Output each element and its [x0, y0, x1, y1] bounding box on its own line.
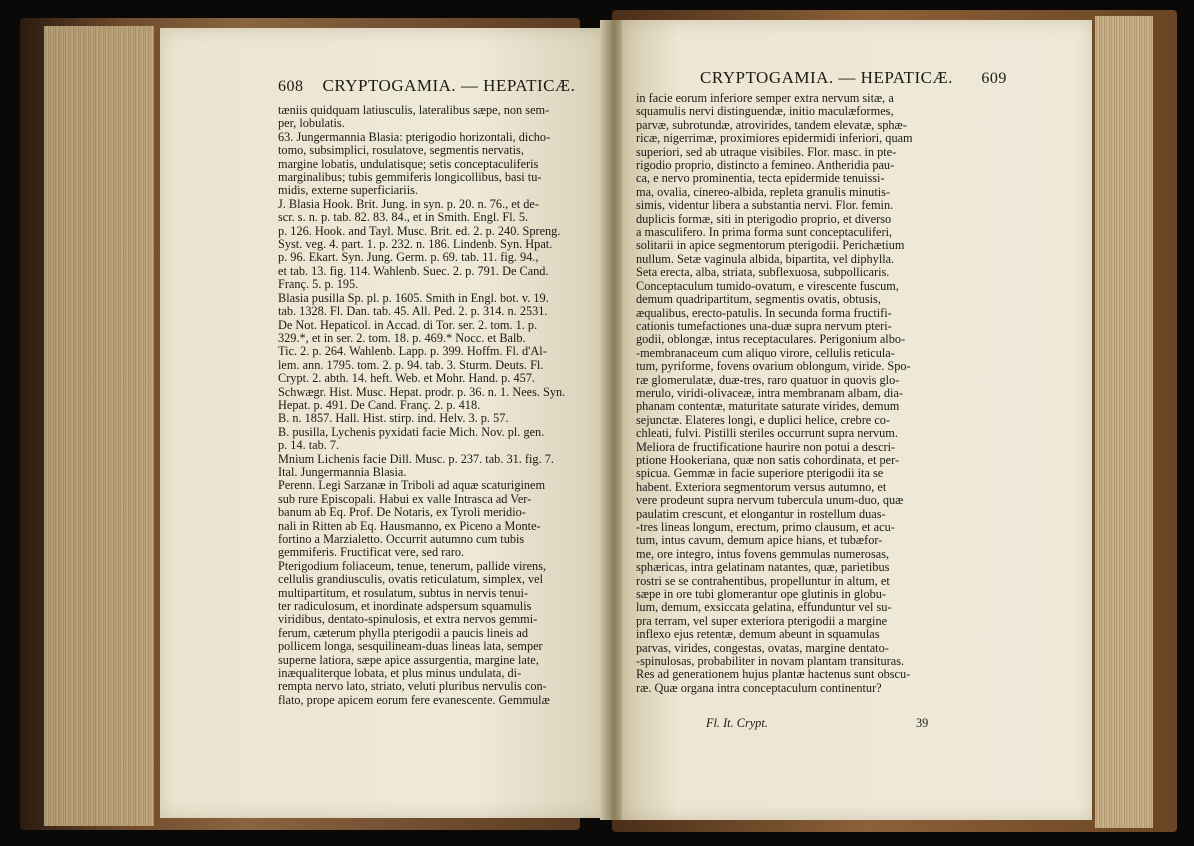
- page-edges-left: [44, 26, 154, 826]
- text-line: Hepat. p. 491. De Cand. Franç. 2. p. 418.: [278, 398, 481, 412]
- text-line: ter radiculosum, et inordinate adspersum squamulis: [278, 600, 532, 614]
- text-line: squamulis nervi distinguendæ, initio maculæformes,: [636, 105, 894, 119]
- right-page: [622, 20, 1092, 820]
- page-edges-right: [1095, 16, 1153, 828]
- right-footer: [706, 716, 929, 731]
- left-page-number: 608: [278, 78, 304, 95]
- text-line: tum, pyriforme, fovens ovarium oblongum, viride. Spo-: [636, 360, 911, 374]
- text-line: Tic. 2. p. 264. Wahlenb. Lapp. p. 399. Hoffm. Fl. d'Al-: [278, 345, 547, 359]
- text-line: in facie eorum inferiore semper extra nervum sitæ, a: [636, 92, 894, 105]
- text-line: ma, ovalia, cinereo-albida, repleta granulis minutis-: [636, 185, 891, 199]
- text-line: ptione Hookeriana, quæ non satis cohordinata, et per-: [636, 453, 900, 467]
- text-line: Ital. Jungermannia Blasia.: [278, 465, 407, 479]
- text-line: Perenn. Legi Sarzanæ in Triboli ad aquæ scaturiginem: [278, 479, 546, 493]
- footer-title: Fl. It. Crypt.: [706, 716, 768, 730]
- text-line: Crypt. 2. abth. 14. heft. Web. et Mohr. Hand. p. 457.: [278, 372, 535, 386]
- text-line: 329.*, et in ser. 2. tom. 18. p. 469.* Nocc. et Balb.: [278, 331, 526, 345]
- right-running-title: CRYPTOGAMIA. — HEPATICÆ.: [700, 68, 953, 87]
- text-line: gemmiferis. Fructificat vere, sed raro.: [278, 546, 465, 560]
- text-line: marginalibus; tubis gemmiferis longicollibus, basi tu-: [278, 171, 542, 185]
- text-line: godii, oblongæ, intus receptaculares. Perigonium albo-: [636, 333, 906, 347]
- text-line: tum, intus cavum, demum apice hians, et tubæfor-: [636, 534, 883, 548]
- right-running-head: [700, 68, 1007, 88]
- text-line: tomo, subsimplici, rosulatove, segmentis nervatis,: [278, 144, 524, 158]
- text-line: sphæricas, intra gelatinam natantes, quæ, parietibus: [636, 561, 890, 575]
- text-line: duplicis formæ, siti in pterigodio proprio, et diverso: [636, 212, 892, 226]
- text-line: viridibus, dentato-spinulosis, et extra nervos gemmi-: [278, 613, 538, 627]
- text-line: et tab. 13. fig. 114. Wahlenb. Suec. 2. p. 791. De Cand.: [278, 264, 549, 278]
- text-line: nali in Ritten ab Eq. Hausmanno, ex Piceno a Monte-: [278, 519, 541, 533]
- text-line: tæniis quidquam latiusculis, lateralibus sæpe, non sem-: [278, 104, 550, 117]
- text-line: ricæ, nigerrimæ, proximiores epidermidi inferiori, quam: [636, 132, 913, 146]
- text-line: sub rure Episcopali. Habui ex valle Intrasca ad Ver-: [278, 492, 532, 506]
- text-line: p. 126. Hook. and Tayl. Musc. Brit. ed. 2. p. 240. Spreng.: [278, 224, 561, 238]
- text-line: -tres lineas longum, erectum, primo clausum, et acu-: [636, 521, 895, 534]
- text-line: rostri se se contrahentibus, propelluntur in altum, et: [636, 574, 890, 588]
- text-line: rempta nervo lato, striato, veluti pluribus nervulis con-: [278, 680, 547, 694]
- left-page: [160, 28, 606, 818]
- text-line: p. 96. Ekart. Syn. Jung. Germ. p. 69. tab. 11. fig. 94.,: [278, 251, 539, 265]
- text-line: parvæ, subrotundæ, atrovirides, tandem elevatæ, sphæ-: [636, 118, 907, 132]
- text-line: margine lobatis, undulatisque; setis conceptaculiferis: [278, 157, 539, 171]
- text-line: sejunctæ. Elateres longi, e duplici helice, crebre co-: [636, 413, 891, 427]
- text-line: paulatim crescunt, et elongantur in rostellum duas-: [636, 507, 886, 521]
- text-line: Seta erecta, alba, striata, subflexuosa, subpollicaris.: [636, 266, 890, 280]
- text-line: Mnium Lichenis facie Dill. Musc. p. 237. tab. 31. fig. 7.: [278, 452, 554, 466]
- left-running-title: CRYPTOGAMIA. — HEPATICÆ.: [322, 76, 576, 95]
- text-line: cationis tumefactiones una-duæ supra nervum pteri-: [636, 319, 892, 333]
- text-line: midis, externe superficiariis.: [278, 184, 419, 198]
- text-line: flato, prope apicem eorum fere evanescente. Gemmulæ: [278, 693, 550, 707]
- text-line: cellulis grandiusculis, ovatis reticulatum, simplex, vel: [278, 573, 544, 587]
- text-line: scr. s. n. p. tab. 82. 83. 84., et in Smith. Engl. Fl. 5.: [278, 211, 529, 225]
- text-line: ferum, cæterum phylla pterigodii a paucis lineis ad: [278, 626, 528, 640]
- text-line: banum ab Eq. Prof. De Notaris, ex Tyroli meridio-: [278, 506, 526, 520]
- text-line: 63. Jungermannia Blasia: pterigodio horizontali, dicho-: [278, 130, 551, 144]
- text-line: multipartitum, et rosulatum, subtus in nervis tenui-: [278, 586, 529, 600]
- text-line: demum quadripartitum, segmentis ovatis, obtusis,: [636, 293, 881, 307]
- text-line: Res ad generationem hujus plantæ hactenus sunt obscu-: [636, 668, 911, 682]
- text-line: Pterigodium foliaceum, tenue, tenerum, pallide virens,: [278, 559, 547, 573]
- left-body-text: [278, 104, 596, 707]
- text-line: spicua. Gemmæ in facie superiore pterigodii ita se: [636, 467, 884, 481]
- text-line: parvas, virides, congestas, ovatas, margine dentato-: [636, 641, 889, 655]
- text-line: vere prodeunt supra nervum tubercula unum-duo, quæ: [636, 494, 904, 508]
- text-line: p. 14. tab. 7.: [278, 439, 340, 453]
- right-body-text: [636, 92, 982, 695]
- text-line: chleati, fulvi. Pistilli steriles occurrunt supra nervum.: [636, 427, 898, 441]
- text-line: Syst. veg. 4. part. 1. p. 232. n. 186. Lindenb. Syn. Hpat.: [278, 238, 553, 252]
- text-line: me, ore integro, intus fovens gemmulas numerosas,: [636, 547, 890, 561]
- text-line: -spinulosas, probabiliter in novam plantam transituras.: [636, 655, 905, 669]
- text-line: merulo, viridi-olivaceæ, intra membranam albam, dia-: [636, 386, 904, 400]
- text-line: B. n. 1857. Hall. Hist. stirp. ind. Helv. 3. p. 57.: [278, 412, 509, 426]
- text-line: superiori, sed ab utraque visibiles. Flor. masc. in pte-: [636, 145, 897, 159]
- text-line: per, lobulatis.: [278, 117, 345, 131]
- text-line: habent. Exteriora segmentorum versus autumno, et: [636, 480, 887, 494]
- text-line: B. pusilla, Lychenis pyxidati facie Mich. Nov. pl. gen.: [278, 425, 545, 439]
- text-line: J. Blasia Hook. Brit. Jung. in syn. p. 20. n. 76., et de-: [278, 197, 539, 211]
- text-line: Franç. 5. p. 195.: [278, 278, 359, 292]
- text-line: Schwægr. Hist. Musc. Hepat. prodr. p. 36. n. 1. Nees. Syn.: [278, 385, 566, 399]
- text-line: lem. ann. 1795. tom. 2. p. 94. tab. 3. Sturm. Deuts. Fl.: [278, 358, 544, 372]
- text-line: De Not. Hepaticol. in Accad. di Tor. ser. 2. tom. 1. p.: [278, 318, 538, 332]
- text-line: ræ glomerulatæ, duæ-tres, raro quatuor in quovis glo-: [636, 373, 900, 387]
- text-line: phanam contentæ, maturitate saturate virides, demum: [636, 400, 900, 414]
- text-line: -membranaceum cum aliquo virore, cellulis reticula-: [636, 346, 895, 360]
- text-line: pra terram, vel super exteriora pterigodii a margine: [636, 614, 888, 628]
- left-running-head: [278, 76, 575, 96]
- text-line: nullum. Setæ vaginula albida, bipartita, vel diphylla.: [636, 252, 895, 266]
- text-line: ræ. Quæ organa intra conceptaculum continentur?: [636, 681, 882, 695]
- right-page-number: 609: [981, 70, 1007, 87]
- text-line: inflexo ejus retentæ, demum abeunt in squamulas: [636, 628, 880, 642]
- text-line: sæpe in ore tubi glomerantur ope glutinis in globu-: [636, 588, 887, 602]
- text-line: æqualibus, erecto-patulis. In secunda forma fructifi-: [636, 306, 892, 320]
- text-line: tab. 1328. Fl. Dan. tab. 45. All. Ped. 2. p. 314. n. 2531.: [278, 305, 548, 319]
- text-line: superne latiora, sæpe apice assurgentia, margine late,: [278, 653, 539, 667]
- text-line: ca, e nervo prominentia, tecta epidermide tenuissi-: [636, 172, 885, 186]
- text-line: Meliora de fructificatione haurire non potui a descri-: [636, 440, 896, 454]
- text-line: fortino a Marzialetto. Occurrit autumno cum tubis: [278, 533, 525, 546]
- text-line: inæqualiterque lobata, et plus minus undulata, di-: [278, 667, 522, 681]
- text-line: rigodio proprio, distincto a femineo. Antheridia pau-: [636, 159, 895, 173]
- text-line: Blasia pusilla Sp. pl. p. 1605. Smith in Engl. bot. v. 19.: [278, 291, 549, 305]
- footer-signature: 39: [916, 716, 929, 730]
- text-line: solitarii in apice segmentorum pterigodii. Perichætium: [636, 239, 905, 253]
- text-line: simis, videntur libera a substantia nervi. Flor. femin.: [636, 199, 894, 213]
- text-line: a masculifero. In prima forma sunt conceptaculiferi,: [636, 226, 893, 240]
- text-line: pollicem longa, sesquilineam-duas lineas lata, semper: [278, 640, 543, 654]
- text-line: Conceptaculum tumido-ovatum, e virescente fuscum,: [636, 279, 899, 293]
- text-line: lum, demum, exsiccata gelatina, effunduntur vel su-: [636, 601, 892, 615]
